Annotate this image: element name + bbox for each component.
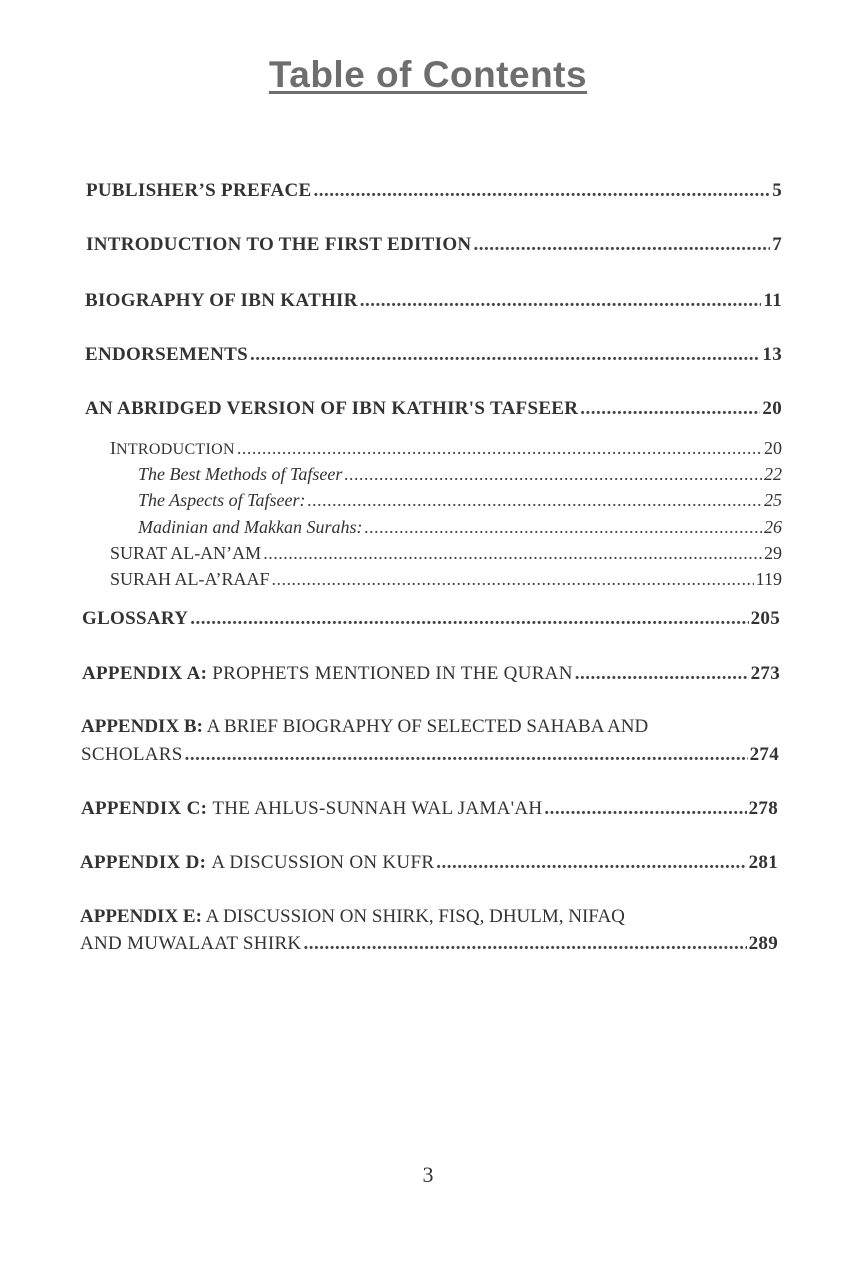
toc-leader-dots bbox=[263, 543, 762, 564]
toc-label: The Best Methods of Tafseer bbox=[138, 464, 343, 484]
toc-label: APPENDIX C: THE AHLUS-SUNNAH WAL JAMA'AH bbox=[81, 798, 543, 819]
toc-page-number: 278 bbox=[748, 798, 778, 819]
toc-page-number: 20 bbox=[764, 438, 782, 458]
toc-leader-dots bbox=[303, 933, 746, 955]
toc-page-number: 22 bbox=[764, 464, 782, 484]
toc-page-number: 13 bbox=[762, 344, 782, 365]
toc-label: AND MUWALAAT SHIRK bbox=[80, 933, 302, 954]
toc-entry-appendix-b-line1[interactable]: APPENDIX B: A BRIEF BIOGRAPHY OF SELECTED SAHABA AND bbox=[81, 716, 649, 737]
toc-entry-appendix-c[interactable] bbox=[81, 798, 778, 820]
toc-entry-biography[interactable] bbox=[85, 290, 782, 312]
toc-label: BIOGRAPHY OF IBN KATHIR bbox=[85, 290, 358, 311]
toc-entry-introduction-first-edition[interactable] bbox=[86, 234, 782, 256]
toc-page-number: 26 bbox=[764, 517, 782, 537]
toc-leader-dots bbox=[580, 398, 760, 420]
toc-label: SURAH AL-A’RAAF bbox=[110, 569, 270, 589]
toc-entry-best-methods[interactable] bbox=[138, 464, 782, 485]
toc-page-number: 5 bbox=[772, 180, 782, 201]
toc-leader-dots bbox=[575, 663, 749, 685]
toc-label: Madinian and Makkan Surahs: bbox=[138, 517, 363, 537]
toc-entry-appendix-a[interactable] bbox=[82, 663, 780, 685]
toc-entry-abridged-version[interactable] bbox=[85, 398, 782, 420]
toc-label: AN ABRIDGED VERSION OF IBN KATHIR'S TAFSEER bbox=[85, 398, 579, 419]
toc-entry-glossary[interactable] bbox=[82, 608, 780, 630]
toc-label: INTRODUCTION bbox=[110, 438, 235, 458]
toc-label: APPENDIX D: A DISCUSSION ON KUFR bbox=[80, 852, 435, 873]
toc-page-number: 273 bbox=[750, 663, 780, 684]
toc-entry-madinian-makkan[interactable] bbox=[138, 517, 782, 538]
toc-leader-dots bbox=[436, 852, 746, 874]
toc-leader-dots bbox=[364, 517, 762, 538]
page-number: 3 bbox=[422, 1162, 434, 1187]
toc-entry-introduction[interactable] bbox=[110, 438, 782, 459]
toc-page-number: 25 bbox=[764, 490, 782, 510]
toc-leader-dots bbox=[250, 344, 760, 366]
toc-label: APPENDIX A: PROPHETS MENTIONED IN THE QURAN bbox=[82, 663, 573, 684]
toc-leader-dots bbox=[308, 490, 762, 511]
toc-label: PUBLISHER’S PREFACE bbox=[86, 180, 312, 201]
toc-entry-appendix-b[interactable] bbox=[81, 744, 779, 766]
page-title: Table of Contents bbox=[268, 54, 588, 95]
toc-leader-dots bbox=[344, 464, 762, 485]
toc-leader-dots bbox=[190, 608, 748, 630]
toc-page-number: 11 bbox=[763, 290, 782, 311]
toc-label: ENDORSEMENTS bbox=[85, 344, 249, 365]
toc-entry-appendix-d[interactable] bbox=[80, 852, 778, 874]
toc-page-number: 7 bbox=[772, 234, 782, 255]
toc-page-number: 281 bbox=[748, 852, 778, 873]
toc-entry-endorsements[interactable] bbox=[85, 344, 782, 366]
toc-page-number: 205 bbox=[750, 608, 780, 629]
toc-entry-appendix-e-line1[interactable]: APPENDIX E: A DISCUSSION ON SHIRK, FISQ, DHULM, NIFAQ bbox=[80, 906, 625, 927]
toc-entry-surat-al-anam[interactable] bbox=[110, 543, 782, 564]
toc-label: SURAT AL-AN’AM bbox=[110, 543, 262, 563]
toc-page-number: 20 bbox=[762, 398, 782, 419]
toc-page-number: 119 bbox=[755, 569, 782, 589]
toc-label: GLOSSARY bbox=[82, 608, 189, 629]
toc-entry-appendix-e[interactable] bbox=[80, 933, 778, 955]
toc-page-number: 29 bbox=[764, 543, 782, 563]
toc-label: SCHOLARS bbox=[81, 744, 183, 765]
toc-label: The Aspects of Tafseer: bbox=[138, 490, 306, 510]
toc-entry-preface[interactable] bbox=[86, 180, 782, 202]
toc-leader-dots bbox=[544, 798, 746, 820]
toc-leader-dots bbox=[185, 744, 748, 766]
toc-leader-dots bbox=[313, 180, 770, 202]
toc-leader-dots bbox=[360, 290, 762, 312]
toc-entry-aspects[interactable] bbox=[138, 490, 782, 511]
toc-page-number: 289 bbox=[748, 933, 778, 954]
toc-leader-dots bbox=[473, 234, 770, 256]
toc-label: INTRODUCTION TO THE FIRST EDITION bbox=[86, 234, 472, 255]
toc-leader-dots bbox=[237, 438, 762, 459]
toc-leader-dots bbox=[272, 569, 754, 590]
toc-page-number: 274 bbox=[749, 744, 779, 765]
toc-entry-surah-al-araaf[interactable] bbox=[110, 569, 782, 590]
